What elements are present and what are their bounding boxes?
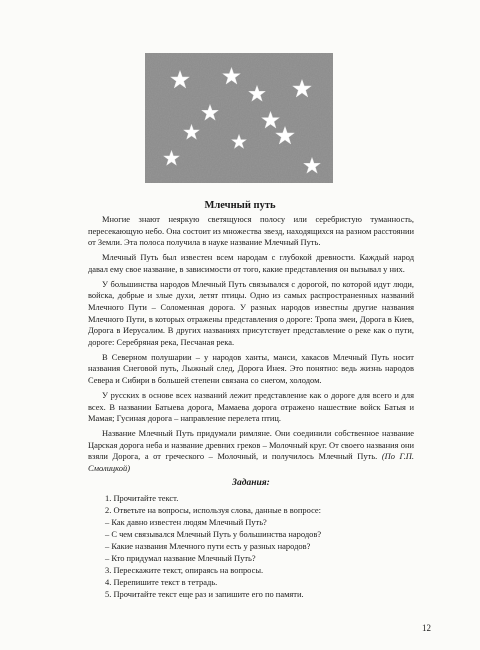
author-citation: (По Г.П. Смолицкой) — [88, 451, 415, 474]
starry-sky-image — [145, 53, 333, 183]
paragraph: Млечный Путь был известен всем народам с глубокой древности. Каждый народ давал ему свое название, в зависимости от того, какие представления он вызывал у них. — [88, 252, 414, 274]
task-item: – С чем связывался Млечный Путь у большинства народов? — [105, 529, 322, 540]
task-item: 2. Ответьте на вопросы, используя слова, данные в вопросе: — [105, 505, 321, 516]
paragraph: У русских в основе всех названий лежит представление как о дороге для всего и для всех. В названии Батыева дорога, Мамаева дорога отражено нашествие войск Батыя и Мамая; Гусиная дорога – направление перелета птиц. — [88, 389, 414, 424]
page-number: 12 — [422, 623, 431, 633]
task-item: 5. Прочитайте текст еще раз и запишите его по памяти. — [105, 588, 304, 599]
paragraph-with-author — [88, 428, 414, 475]
task-item: – Кто придумал название Млечный Путь? — [105, 553, 256, 563]
task-item: – Какие названия Млечного пути есть у разных народов? — [105, 541, 311, 552]
page-title: Млечный путь — [204, 200, 276, 211]
paragraph-text: Название Млечный Путь придумали римляне. Они соединили собственное название Царская дорога неба и название древних греков – Молочный круг. От своего названия они взяли Дорога, а от греческого – Молочный, и получилось Млечный Путь. — [88, 427, 414, 462]
article-body — [88, 214, 414, 601]
task-item: 4. Перепишите текст в тетрадь. — [105, 576, 218, 587]
tasks-heading: Задания: — [232, 477, 270, 488]
task-item: 1. Прочитайте текст. — [105, 493, 179, 504]
paragraph: В Северном полушарии – у народов ханты, манси, хакасов Млечный Путь носит названия Снеговой путь, Лыжный след, Дорога Инея. Это понятно: ведь жизнь народов Севера и Сибири в большей степени связана со снегом, холодом. — [88, 351, 414, 386]
paragraph: У большинства народов Млечный Путь связывался с дорогой, по которой идут люди, войска, добрые и злые духи, летят птицы. Одно из самых распространенных названий Млечного Пути – Соломенная дорога. У разных народов известны другие названия Млечного Пути, в которых отражены представления о дороге: Тропа змеи, Дорога в Киев, Дорога в Иерусалим. В других названиях присутствует представление о реке как о пути, дороге: Серебряная река, Песчаная река. — [88, 278, 414, 348]
task-item: 3. Перескажите текст, опираясь на вопросы. — [105, 564, 264, 575]
task-item: – Как давно известен людям Млечный Путь? — [105, 517, 267, 528]
tasks-list — [88, 493, 414, 600]
starry-sky-illustration — [145, 53, 333, 183]
paragraph: Многие знают неяркую светящуюся полосу или серебристую туманность, пересекающую небо. Она состоит из множества звезд, находящихся на разном расстоянии от Земли. Эта полоса получила в науке название Млечный Путь. — [88, 214, 414, 248]
